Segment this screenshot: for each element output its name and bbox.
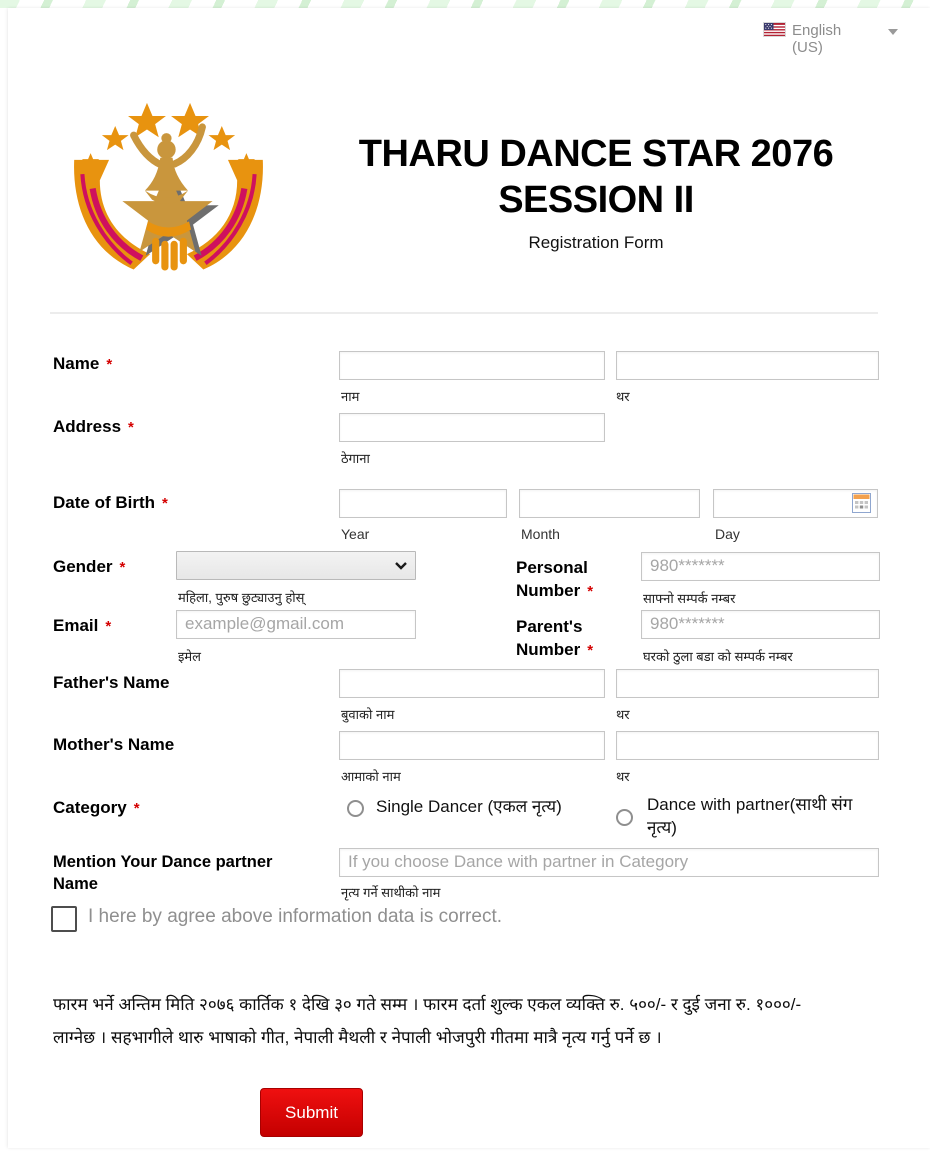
dob-year-sublabel: Year [341,526,370,542]
page-title-line2: SESSION II [498,179,694,221]
chevron-down-icon [395,562,407,570]
category-partner-option[interactable]: Dance with partner(साथी संग नृत्य) [647,795,853,837]
header-divider [50,312,878,314]
parents-number-input[interactable] [641,610,880,639]
dance-star-logo [66,98,271,278]
category-single-option[interactable]: Single Dancer (एकल नृत्य) [376,797,562,816]
fathers-last-name-input[interactable] [616,669,879,698]
submit-button[interactable]: Submit [260,1088,363,1137]
address-input[interactable] [339,413,605,442]
category-single-radio[interactable] [347,800,364,817]
address-label: Address * [53,417,134,436]
category-label: Category * [53,798,140,817]
language-label: English (US) [792,22,842,56]
partner-name-label: Mention Your Dance partner Name [53,853,273,893]
page-title-line1: THARU DANCE STAR 2076 [358,133,834,175]
mothers-last-name-input[interactable] [616,731,879,760]
mothers-first-sublabel: आमाको नाम [341,769,401,784]
fathers-first-sublabel: बुवाको नाम [341,707,395,722]
fathers-last-sublabel: थर [616,707,630,722]
fathers-first-name-input[interactable] [339,669,605,698]
page-subtitle: Registration Form [528,233,664,252]
email-input[interactable] [176,610,416,639]
agreement-label[interactable]: I here by agree above information data is correct. [88,906,503,927]
personal-number-input[interactable] [641,552,880,581]
personal-number-label: Personal Number * [516,558,594,600]
dob-year-input[interactable] [339,489,507,518]
parents-number-label: Parent's Number * [516,617,594,659]
gender-label: Gender * [53,557,126,576]
background-pattern-top [0,0,930,8]
category-partner-radio[interactable] [616,809,633,826]
dob-day-sublabel: Day [715,526,740,542]
first-name-input[interactable] [339,351,605,380]
personal-number-sublabel: साफ्नो सम्पर्क नम्बर [643,591,736,606]
mothers-name-label: Mother's Name [53,735,175,754]
last-name-sublabel: थर [616,389,630,404]
gender-select[interactable] [176,551,416,580]
background-pattern-bottom [0,1148,930,1155]
parents-number-sublabel: घरको ठुला बडा को सम्पर्क नम्बर [643,649,793,664]
partner-name-input[interactable] [339,848,879,877]
form-header [330,131,862,253]
dob-month-sublabel: Month [521,526,560,542]
mothers-first-name-input[interactable] [339,731,605,760]
email-sublabel: इमेल [178,649,201,664]
partner-name-sublabel: नृत्य गर्ने साथीको नाम [341,885,441,900]
agreement-checkbox[interactable] [51,906,77,932]
us-flag-icon [764,23,785,36]
last-name-input[interactable] [616,351,879,380]
dob-month-input[interactable] [519,489,700,518]
dob-label: Date of Birth * [53,493,168,512]
calendar-icon[interactable] [852,493,871,513]
first-name-sublabel: नाम [341,389,360,404]
gender-sublabel: महिला, पुरुष छुट्याउनु होस् [178,590,305,605]
mothers-last-sublabel: थर [616,769,630,784]
email-label: Email * [53,616,112,635]
caret-down-icon [888,29,898,35]
name-label: Name * [53,354,113,373]
address-sublabel: ठेगाना [341,451,370,466]
fathers-name-label: Father's Name [53,673,170,692]
instructions-note: फारम भर्ने अन्तिम मिति २०७६ कार्तिक १ देखि ३० गते सम्म । फारम दर्ता शुल्क एकल व्यक्ति रु. ५००/- र दुई जना रु. १०००/- लाग्नेछ । सहभागीले थारु भाषाको गीत, नेपाली मैथली र नेपाली भोजपुरी गीतमा मात्रै नृत्य गर्नु पर्ने छ । [53,995,802,1047]
